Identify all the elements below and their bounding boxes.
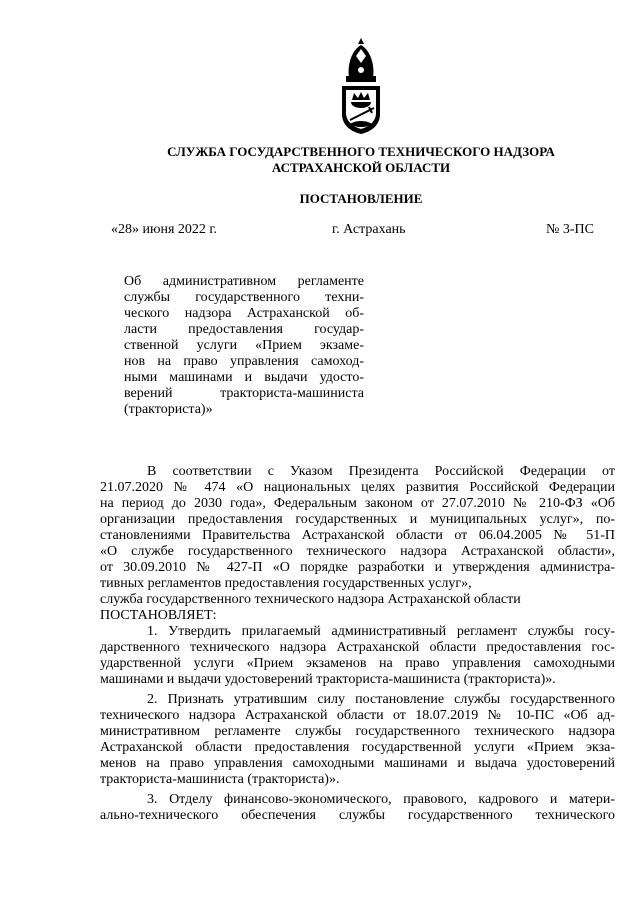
body-line: 21.07.2020 № 474 «О национальных целях развития Российской Федерации	[100, 480, 615, 495]
body-line: 1. Утвердить прилагаемый административный регламент службы госу-	[147, 624, 615, 639]
subject-line: нов на право управления самоход-	[124, 354, 364, 369]
body-line: тивных регламентов предоставления государственных услуг»,	[100, 576, 472, 591]
subject-line: ласти предоставления государ-	[124, 322, 364, 337]
subject-line: ческого надзора Астраханской об-	[124, 306, 364, 321]
body-line: менов на право управления самоходными машинами и выдача удостоверений	[100, 756, 615, 771]
document-type: ПОСТАНОВЛЕНИЕ	[299, 191, 423, 206]
body-line: на период до 2030 года», Федеральным законом от 27.07.2010 № 210-ФЗ «Об	[100, 496, 615, 511]
document-date: «28» июня 2022 г.	[111, 222, 218, 237]
document-number: № 3-ПС	[546, 222, 594, 237]
body-line: Астраханской области предоставления государственной услуги «Прием экза-	[100, 740, 615, 755]
resolution-word: ПОСТАНОВЛЯЕТ:	[100, 608, 217, 623]
subject-line: Об административном регламенте	[124, 274, 364, 289]
body-line: дарственного технического надзора Астраханской области предоставления гос-	[100, 640, 615, 655]
body-line: министративном регламенте службы государственного технического надзора	[100, 724, 615, 739]
body-line: 2. Признать утратившим силу постановление службы государственного	[147, 692, 615, 707]
organization-name	[100, 144, 622, 176]
body-line: 3. Отделу финансово-экономического, правового, кадрового и матери-	[147, 792, 615, 807]
body-line: становлениями Правительства Астраханской области от 06.04.2005 № 51-П	[100, 528, 615, 543]
org-name-line: СЛУЖБА ГОСУДАРСТВЕННОГО ТЕХНИЧЕСКОГО НАДЗОРА	[167, 144, 555, 159]
body-line: ударственной услуги «Прием экзаменов на право управления самоходными	[100, 656, 615, 671]
body-line: от 30.09.2010 № 427-П «О порядке разработки и утверждения администра-	[100, 560, 615, 575]
org-name-line: АСТРАХАНСКОЙ ОБЛАСТИ	[271, 160, 451, 175]
body-line: машинами и выдачи удостоверений тракториста-машиниста (тракториста)».	[100, 672, 556, 687]
body-line: тракториста-машиниста (тракториста)».	[100, 772, 340, 787]
document-subject	[124, 274, 364, 418]
document-city: г. Астрахань	[332, 222, 406, 237]
body-line: ально-технического обеспечения службы государственного технического	[100, 808, 615, 823]
body-line: «О службе государственного технического надзора Астраханской области»,	[100, 544, 615, 559]
subject-line: (тракториста)»	[124, 402, 213, 417]
subject-line: верений тракториста-машиниста	[124, 386, 364, 401]
body-line: организации предоставления государственных и муниципальных услуг», по-	[100, 512, 615, 527]
subject-line: службы государственного техни-	[124, 290, 364, 305]
body-line: В соответствии с Указом Президента Российской Федерации от	[147, 464, 615, 479]
subject-line: ственной услуги «Прием экзаме-	[124, 338, 364, 353]
body-line: служба государственного технического надзора Астраханской области	[100, 592, 521, 607]
document-body	[100, 464, 615, 824]
body-line: технического надзора Астраханской области от 18.07.2019 № 10-ПС «Об ад-	[100, 708, 615, 723]
subject-line: ными машинами и выдачи удосто-	[124, 370, 364, 385]
coat-of-arms-icon	[334, 36, 388, 136]
